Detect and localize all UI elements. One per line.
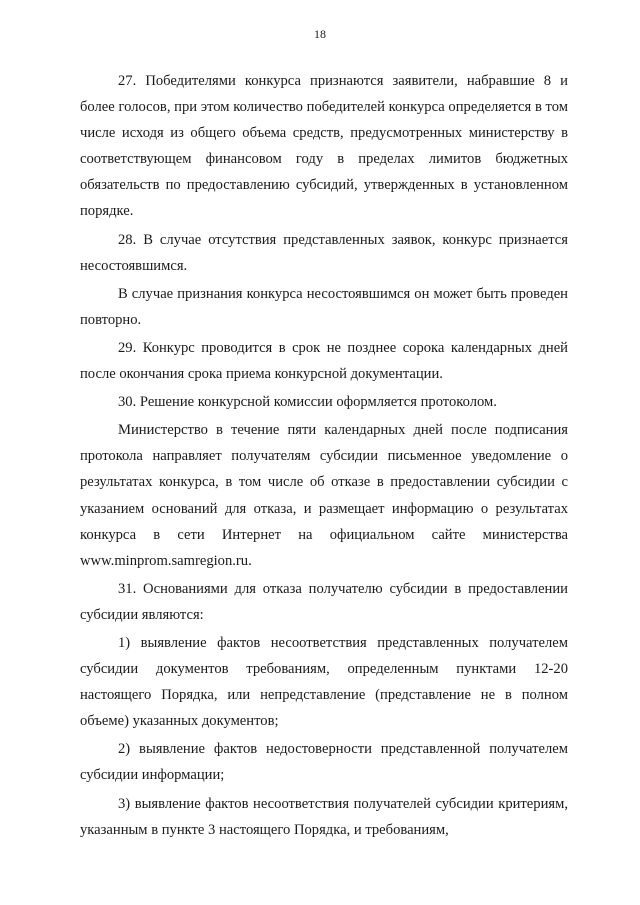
paragraph-31-item-3: 3) выявление фактов несоответствия получателей субсидии критериям, указанным в пункте 3 настоящего Порядка, и требованиям, <box>80 795 568 838</box>
paragraph-29: 29. Конкурс проводится в срок не позднее сорока календарных дней после окончания срока приема конкурсной документации. <box>80 339 568 383</box>
page-number: 18 <box>314 27 326 41</box>
paragraph-28-repeat: В случае признания конкурса несостоявшимся он может быть проведен повторно. <box>80 285 568 328</box>
paragraph-31: 31. Основаниями для отказа получателю субсидии в предоставлении субсидии являются: <box>80 580 568 623</box>
paragraph-31-item-1: 1) выявление фактов несоответствия представленных получателем субсидии документов требованиям, определенным пунктами 12-20 настоящего Порядка, или непредставление (представление не в полном объеме) указанных документов; <box>80 634 568 730</box>
document-body <box>80 68 568 843</box>
paragraph-27: 27. Победителями конкурса признаются заявители, набравшие 8 и более голосов, при этом количество победителей конкурса определяется в том числе исходя из общего объема средств, предусмотренных министерству в соответствующем финансовом году в пределах лимитов бюджетных обязательств по предоставлению субсидий, утвержденных в установленном порядке. <box>80 73 568 220</box>
paragraph-30: 30. Решение конкурсной комиссии оформляется протоколом. <box>118 394 497 411</box>
paragraph-31-item-2: 2) выявление фактов недостоверности представленной получателем субсидии информации; <box>80 741 568 784</box>
paragraph-28: 28. В случае отсутствия представленных заявок, конкурс признается несостоявшимся. <box>80 231 568 274</box>
paragraph-30-notification: Министерство в течение пяти календарных дней после подписания протокола направляет получателям субсидии письменное уведомление о результатах конкурса, в том числе об отказе в предоставлении субсидии с указанием оснований для отказа, и размещает информацию о результатах конкурса в сети Интернет на официальном сайте министерства www.minprom.samregion.ru. <box>80 422 568 569</box>
